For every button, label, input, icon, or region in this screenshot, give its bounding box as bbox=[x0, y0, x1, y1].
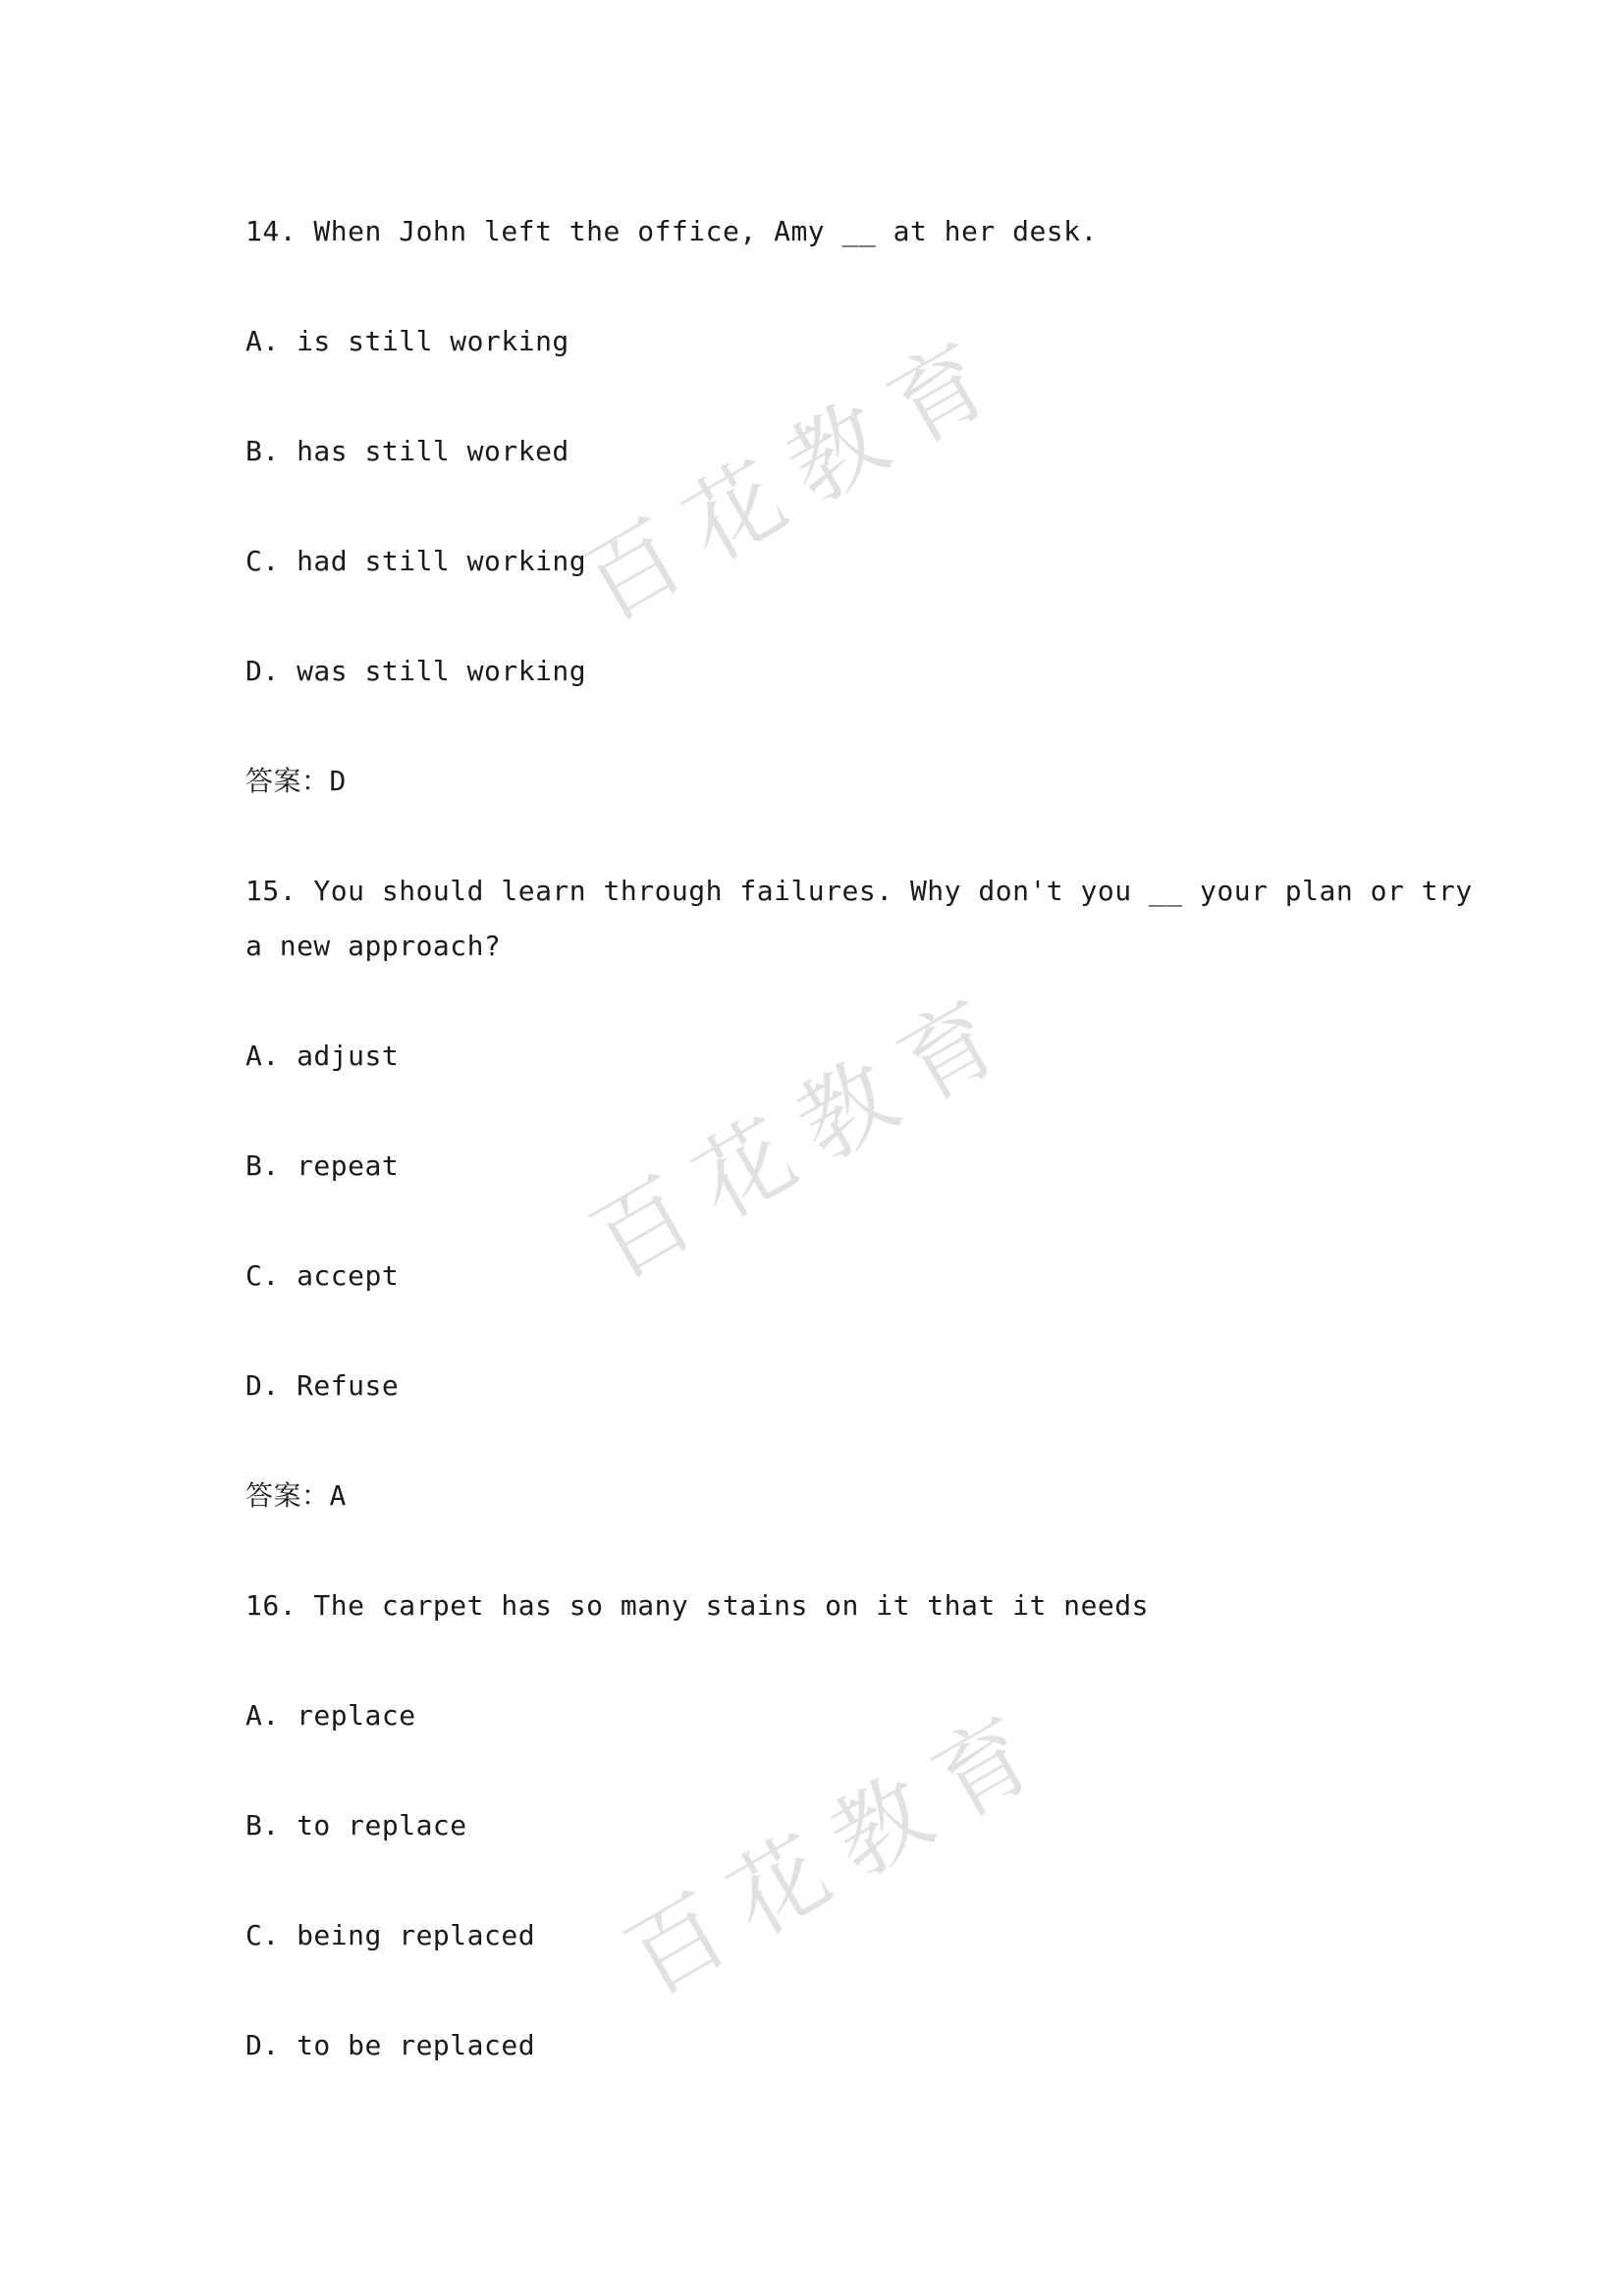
question-14-option-a: A. is still working bbox=[245, 325, 569, 357]
question-16-option-c: C. being replaced bbox=[245, 1919, 536, 1951]
question-16-option-a: A. replace bbox=[245, 1699, 416, 1732]
watermark: 百花教育 bbox=[574, 969, 1038, 1301]
question-14-option-d: D. was still working bbox=[245, 655, 587, 687]
question-14-option-b: B. has still worked bbox=[245, 435, 569, 467]
question-15-option-a: A. adjust bbox=[245, 1040, 400, 1072]
question-16-option-d: D. to be replaced bbox=[245, 2029, 536, 2061]
question-14-stem: 14. When John left the office, Amy __ at her desk. bbox=[245, 215, 1098, 247]
question-15-stem-line1: 15. You should learn through failures. Why don't you __ your plan or try bbox=[245, 875, 1473, 907]
question-15-option-d: D. Refuse bbox=[245, 1369, 400, 1402]
question-16-option-b: B. to replace bbox=[245, 1809, 467, 1842]
question-15-option-c: C. accept bbox=[245, 1259, 400, 1292]
question-15-stem-line2: a new approach? bbox=[245, 930, 502, 962]
question-16-stem: 16. The carpet has so many stains on it that it needs bbox=[245, 1589, 1149, 1622]
question-14-option-c: C. had still working bbox=[245, 545, 587, 577]
question-14-answer: 答案：D bbox=[245, 765, 347, 797]
question-15-answer: 答案：A bbox=[245, 1479, 347, 1512]
question-15-option-b: B. repeat bbox=[245, 1149, 400, 1182]
watermark: 百花教育 bbox=[609, 1685, 1072, 2017]
watermark: 百花教育 bbox=[565, 311, 1028, 643]
